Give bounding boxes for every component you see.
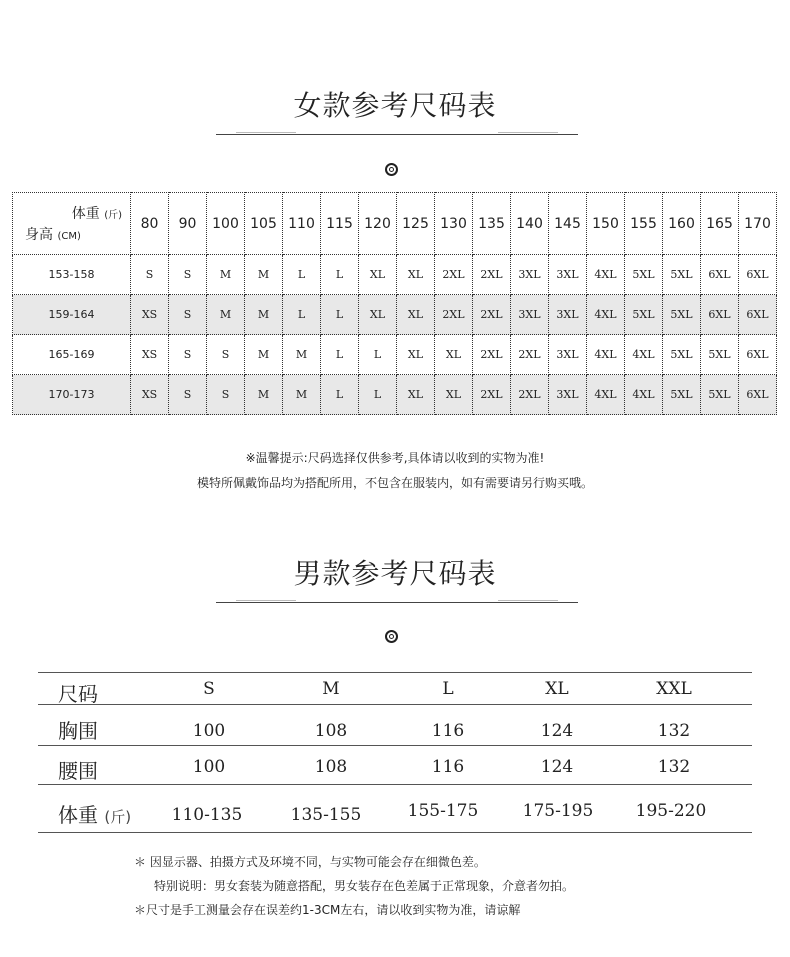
size-cell: M xyxy=(245,255,283,295)
size-cell: 5XL xyxy=(663,255,701,295)
size-cell: XL xyxy=(397,295,435,335)
waist-cell: 132 xyxy=(657,757,691,777)
size-cell: 3XL xyxy=(511,255,549,295)
size-cell: 5XL xyxy=(663,295,701,335)
weight-cell: 155-175 xyxy=(407,801,479,821)
size-cell: 5XL xyxy=(663,375,701,415)
size-cell: 3XL xyxy=(549,375,587,415)
men-title: 男款参考尺码表 xyxy=(293,557,497,590)
size-cell: L xyxy=(321,295,359,335)
size-cell: 2XL xyxy=(473,375,511,415)
weight-col: 155 xyxy=(625,193,663,255)
weight-col: 90 xyxy=(169,193,207,255)
women-size-table xyxy=(12,192,777,415)
weight-col: 120 xyxy=(359,193,397,255)
size-cell: S xyxy=(169,255,207,295)
weight-col: 100 xyxy=(207,193,245,255)
ring-icon xyxy=(385,163,398,176)
size-cell: XL xyxy=(397,255,435,295)
size-cell: 6XL xyxy=(739,295,777,335)
waist-cell: 100 xyxy=(192,757,226,777)
table-row xyxy=(13,295,777,335)
waist-cell: 108 xyxy=(314,757,348,777)
size-cell: 6XL xyxy=(701,295,739,335)
size-cell: 3XL xyxy=(511,295,549,335)
weight-col: 110 xyxy=(283,193,321,255)
size-cell: 4XL xyxy=(587,295,625,335)
weight-col: 145 xyxy=(549,193,587,255)
size-cell: XL xyxy=(397,375,435,415)
size-cell: 6XL xyxy=(739,375,777,415)
weight-col: 125 xyxy=(397,193,435,255)
men-size-table xyxy=(38,672,752,833)
footer-color-note: ＊ 因显示器、拍摄方式及环境不同，与实物可能会存在细微色差。 xyxy=(134,855,486,869)
weight-cell: 175-195 xyxy=(522,801,594,821)
size-cell: 6XL xyxy=(739,255,777,295)
women-note-accessories: 模特所佩戴饰品均为搭配所用，不包含在服装内，如有需要请另行购买哦。 xyxy=(196,476,593,490)
size-cell: S xyxy=(207,375,245,415)
men-chest-row xyxy=(38,704,752,745)
size-cell: 4XL xyxy=(625,375,663,415)
size-cell: M xyxy=(245,375,283,415)
weight-label: 体重 (斤) xyxy=(58,803,132,827)
height-cell: 159-164 xyxy=(13,295,131,335)
size-cell: 2XL xyxy=(473,335,511,375)
waist-label: 腰围 xyxy=(58,759,98,783)
size-cell: XS xyxy=(131,295,169,335)
size-cell: L xyxy=(321,375,359,415)
size-cell: XS xyxy=(131,375,169,415)
weight-col: 105 xyxy=(245,193,283,255)
waist-cell: 116 xyxy=(431,757,465,777)
corner-height: 身高 (CM) xyxy=(25,227,81,243)
women-title-rule xyxy=(216,134,578,135)
size-cell: 4XL xyxy=(587,255,625,295)
weight-cell: 135-155 xyxy=(290,805,362,825)
size-cell: 3XL xyxy=(549,255,587,295)
weight-col: 115 xyxy=(321,193,359,255)
size-cell: L xyxy=(321,335,359,375)
size-cell: M xyxy=(283,375,321,415)
size-cell: XXL xyxy=(656,679,692,699)
size-cell: M xyxy=(207,255,245,295)
size-cell: M xyxy=(283,335,321,375)
size-cell: XL xyxy=(435,335,473,375)
size-cell: 2XL xyxy=(435,255,473,295)
size-cell: 2XL xyxy=(511,335,549,375)
weight-col: 130 xyxy=(435,193,473,255)
size-cell: 5XL xyxy=(625,295,663,335)
women-header-row xyxy=(13,193,777,255)
size-cell: S xyxy=(207,335,245,375)
size-cell: L xyxy=(283,255,321,295)
size-cell: 4XL xyxy=(625,335,663,375)
size-cell: S xyxy=(169,335,207,375)
size-cell: 2XL xyxy=(511,375,549,415)
size-cell: 3XL xyxy=(549,335,587,375)
weight-col: 140 xyxy=(511,193,549,255)
size-cell: S xyxy=(169,375,207,415)
size-cell: XL xyxy=(397,335,435,375)
size-cell: 5XL xyxy=(625,255,663,295)
size-cell: L xyxy=(321,255,359,295)
chest-cell: 100 xyxy=(192,721,226,741)
height-cell: 170-173 xyxy=(13,375,131,415)
size-cell: 4XL xyxy=(587,335,625,375)
size-cell: L xyxy=(442,679,454,699)
chest-cell: 132 xyxy=(657,721,691,741)
height-cell: 153-158 xyxy=(13,255,131,295)
size-cell: 5XL xyxy=(701,375,739,415)
size-cell: 6XL xyxy=(701,255,739,295)
weight-col: 170 xyxy=(739,193,777,255)
corner-weight: 体重 (斤) xyxy=(71,206,122,222)
size-cell: M xyxy=(245,295,283,335)
size-cell: M xyxy=(322,679,340,699)
men-waist-row xyxy=(38,745,752,784)
weight-cell: 110-135 xyxy=(171,805,243,825)
size-cell: XL xyxy=(359,255,397,295)
size-cell: 5XL xyxy=(663,335,701,375)
size-cell: XL xyxy=(435,375,473,415)
table-row xyxy=(13,375,777,415)
size-cell: L xyxy=(359,335,397,375)
weight-col: 80 xyxy=(131,193,169,255)
size-cell: 3XL xyxy=(549,295,587,335)
chest-cell: 124 xyxy=(540,721,574,741)
size-cell: XL xyxy=(545,679,569,699)
size-cell: 6XL xyxy=(739,335,777,375)
men-title-rule xyxy=(216,602,578,603)
height-cell: 165-169 xyxy=(13,335,131,375)
footer-special-note: 特别说明：男女套装为随意搭配，男女装存在色差属于正常现象，介意者勿拍。 xyxy=(154,879,575,893)
chest-cell: 116 xyxy=(431,721,465,741)
size-cell: 5XL xyxy=(701,335,739,375)
corner-cell xyxy=(13,193,131,255)
size-cell: S xyxy=(131,255,169,295)
weight-cell: 195-220 xyxy=(635,801,707,821)
size-cell: M xyxy=(245,335,283,375)
men-size-row xyxy=(38,672,752,704)
size-label: 尺码 xyxy=(58,682,98,706)
size-cell: S xyxy=(203,679,215,699)
waist-cell: 124 xyxy=(540,757,574,777)
footer-measure-note: ＊尺寸是手工测量会存在误差约1-3CM左右，请以收到实物为准，请谅解 xyxy=(134,903,521,917)
chest-cell: 108 xyxy=(314,721,348,741)
women-note-tip: ※温馨提示:尺码选择仅供参考,具体请以收到的实物为准! xyxy=(245,451,545,465)
size-cell: 2XL xyxy=(473,295,511,335)
size-cell: XS xyxy=(131,335,169,375)
size-cell: M xyxy=(207,295,245,335)
weight-col: 165 xyxy=(701,193,739,255)
weight-col: 135 xyxy=(473,193,511,255)
size-cell: XL xyxy=(359,295,397,335)
size-cell: 4XL xyxy=(587,375,625,415)
size-cell: L xyxy=(283,295,321,335)
size-cell: S xyxy=(169,295,207,335)
chest-label: 胸围 xyxy=(58,719,98,743)
women-title: 女款参考尺码表 xyxy=(293,89,497,122)
weight-col: 160 xyxy=(663,193,701,255)
men-weight-row xyxy=(38,784,752,833)
size-cell: 2XL xyxy=(473,255,511,295)
table-row xyxy=(13,335,777,375)
ring-icon xyxy=(385,630,398,643)
table-row xyxy=(13,255,777,295)
size-cell: L xyxy=(359,375,397,415)
size-cell: 2XL xyxy=(435,295,473,335)
weight-col: 150 xyxy=(587,193,625,255)
